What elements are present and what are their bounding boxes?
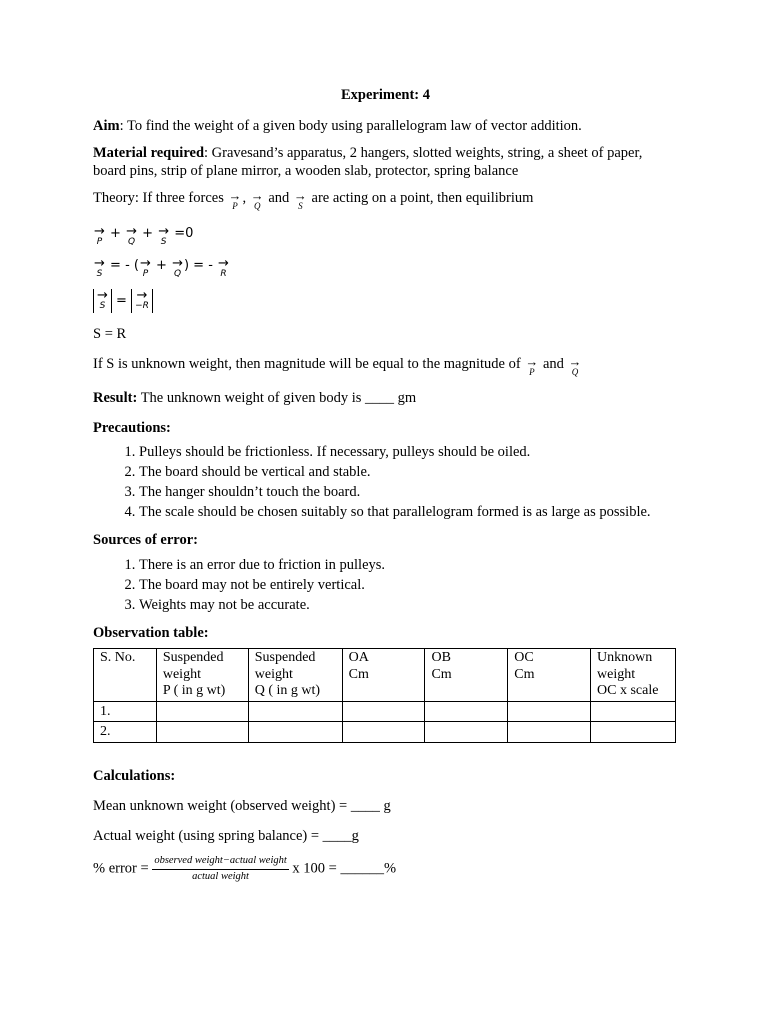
arrow-icon: → <box>158 223 170 239</box>
vector-q: → Q <box>250 187 264 211</box>
vector-p: → P <box>228 187 242 211</box>
list-item: 1. Pulleys should be frictionless. If necessary, pulleys should be oiled. <box>139 443 678 461</box>
observation-heading: Observation table: <box>93 624 209 641</box>
result-text: The unknown weight of given body is ____ gm <box>140 389 417 406</box>
equation-s-equals-r: S = R <box>93 325 127 342</box>
table-cell: 1. <box>94 701 157 722</box>
list-item: 2. The board may not be entirely vertical. <box>139 576 678 594</box>
arrow-icon: → <box>218 255 229 271</box>
table-row <box>94 701 676 722</box>
mean-weight-line: Mean unknown weight (observed weight) = ____ g <box>93 797 391 814</box>
precautions-heading: Precautions: <box>93 419 171 436</box>
arrow-icon: → <box>250 187 264 203</box>
table-cell <box>508 701 591 722</box>
material-paragraph <box>93 144 678 180</box>
vector-s: → S <box>293 187 307 211</box>
aim-paragraph <box>93 117 678 135</box>
magnitude-paragraph: If S is unknown weight, then magnitude will be equal to the magnitude of → P and → Q <box>93 353 582 377</box>
list-item: 2. The board should be vertical and stable. <box>139 463 678 481</box>
header-oc: OC Cm <box>508 649 591 702</box>
equation-magnitudes: → S = → −R <box>93 289 678 313</box>
arrow-icon: → <box>94 255 105 271</box>
error-fraction: $\frac{\text{observed weight−actual weight}}{\text{actual weight}}$ <box>154 854 287 882</box>
table-cell <box>591 701 676 722</box>
arrow-icon: → <box>97 287 108 303</box>
table-cell <box>156 722 248 743</box>
precautions-list <box>93 443 678 522</box>
percent-error-line: % error = $\frac{\text{observed weight−actual weight}}{\text{actual weight}}$ x 100 = ______% <box>93 854 397 882</box>
aim-label: Aim <box>93 118 120 135</box>
header-weight-q: Suspended weight Q ( in g wt) <box>248 649 342 702</box>
table-cell <box>342 722 425 743</box>
document-page <box>93 86 678 892</box>
equation-sum-zero: → P + → Q + → S =0 <box>94 223 194 247</box>
table-cell <box>591 722 676 743</box>
actual-weight-line: Actual weight (using spring balance) = ____g <box>93 827 359 844</box>
material-label: Material required <box>93 145 205 162</box>
list-item: 1. There is an error due to friction in pulleys. <box>139 556 678 574</box>
arrow-icon: → <box>139 255 151 271</box>
table-header-row <box>94 649 676 702</box>
arrow-icon: → <box>136 287 148 303</box>
table-row <box>94 722 676 743</box>
list-item: 4. The scale should be chosen suitably so that parallelogram formed is as large as possible. <box>139 503 678 521</box>
material-text: : Gravesand’s apparatus, 2 hangers, slotted weights, string, a sheet of paper, board pins, strip of plane mirror, a wooden slab, protector, spring balance <box>93 145 643 180</box>
header-ob: OB Cm <box>425 649 508 702</box>
table-cell <box>156 701 248 722</box>
table-cell <box>508 722 591 743</box>
theory-prefix: Theory: If three forces <box>93 189 224 206</box>
table-cell: 2. <box>94 722 157 743</box>
list-item: 3. Weights may not be accurate. <box>139 596 678 614</box>
aim-text: : To find the weight of a given body using parallelogram law of vector addition. <box>119 118 582 135</box>
table-cell <box>248 701 342 722</box>
equation-s-negative-r: → S = - ( → P + → Q ) = - → R <box>94 255 229 279</box>
errors-list <box>93 556 678 614</box>
arrow-icon: → <box>228 187 242 203</box>
experiment-title: Experiment: 4 <box>341 87 430 103</box>
header-weight-p: Suspended weight P ( in g wt) <box>156 649 248 702</box>
table-cell <box>248 722 342 743</box>
arrow-icon: → <box>126 223 137 239</box>
arrow-icon: → <box>94 223 105 239</box>
calculations-heading: Calculations: <box>93 767 176 784</box>
table-cell <box>425 722 508 743</box>
header-s-no: S. No. <box>94 649 157 702</box>
table-cell <box>425 701 508 722</box>
result-paragraph <box>93 389 678 407</box>
list-item: 3. The hanger shouldn’t touch the board. <box>139 483 678 501</box>
theory-paragraph: Theory: If three forces → P , → Q and → S are acting on a point, then equilibrium <box>93 187 534 211</box>
errors-heading: Sources of error: <box>93 532 198 549</box>
arrow-icon: → <box>293 187 307 203</box>
arrow-icon: → <box>525 353 539 369</box>
theory-suffix: are acting on a point, then equilibrium <box>311 189 534 206</box>
result-label: Result: <box>93 389 138 406</box>
header-unknown-weight: Unknown weight OC x scale <box>591 649 676 702</box>
arrow-icon: → <box>172 255 183 271</box>
header-oa: OA Cm <box>342 649 425 702</box>
observation-table <box>93 648 676 743</box>
table-cell <box>342 701 425 722</box>
arrow-icon: → <box>568 353 582 369</box>
